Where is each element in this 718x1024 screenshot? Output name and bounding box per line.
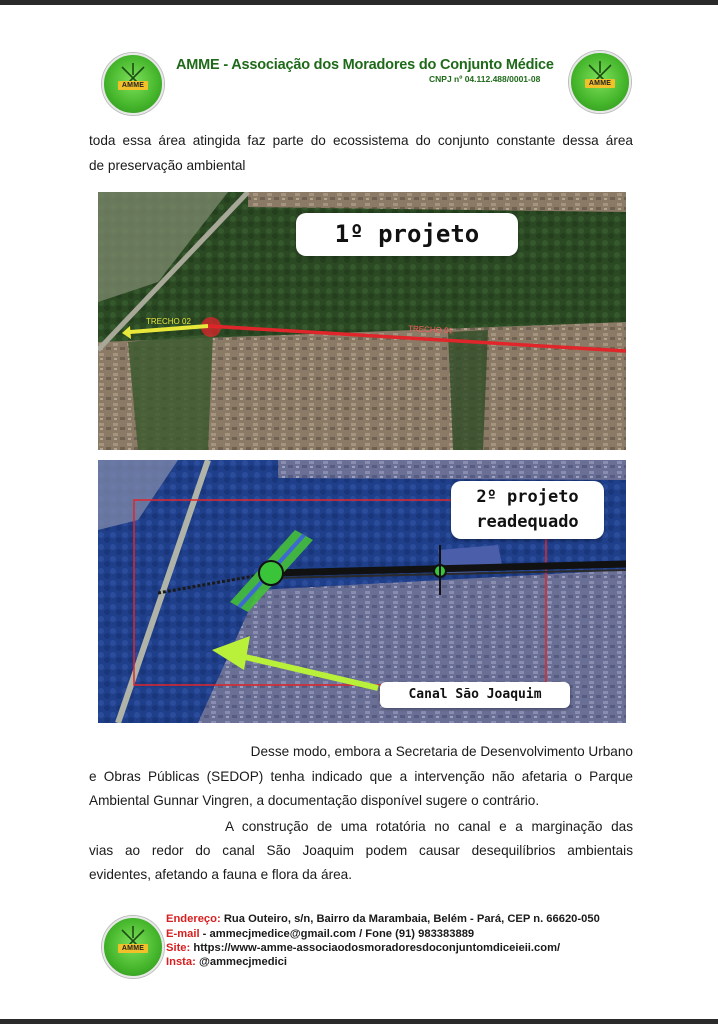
map-first-project <box>98 192 626 450</box>
header-cnpj: CNPJ nº 04.112.488/0001-08 <box>429 74 541 84</box>
header-title: AMME - Associação dos Moradores do Conjunto Médice <box>176 57 554 73</box>
footer-email-value[interactable]: - ammecjmedice@gmail.com / Fone (91) 983383889 <box>199 928 475 940</box>
document-page <box>0 5 718 1019</box>
paragraph-line: A construção de uma rotatória no canal e a marginação das <box>225 819 633 834</box>
map2-title-label <box>451 481 604 539</box>
map2-title-line1: 2º projeto <box>476 487 579 507</box>
logo-text: AMME <box>121 82 145 89</box>
footer-email <box>166 928 474 940</box>
paragraph-line: Ambiental Gunnar Vingren, a documentação disponível sugere o contrário. <box>89 793 540 808</box>
footer-insta <box>166 956 287 968</box>
logo-text: AMME <box>588 80 612 87</box>
logo-text: AMME <box>121 945 145 952</box>
footer-address-value: Rua Outeiro, s/n, Bairro da Marambaia, Belém - Pará, CEP n. 66620-050 <box>220 913 600 925</box>
map2-title-line2: readequado <box>476 512 579 532</box>
trecho-01-label: TRECHO 01 <box>407 324 454 336</box>
map1-title-label: 1º projeto <box>296 213 518 256</box>
paragraph-line: evidentes, afetando a fauna e flora da área. <box>89 867 353 882</box>
canal-label: Canal São Joaquim <box>380 682 570 708</box>
paragraph-line: e Obras Públicas (SEDOP) tenha indicado que a intervenção não afetaria o Parque <box>89 769 633 784</box>
paragraph-line: toda essa área atingida faz parte do ecossistema do conjunto constante dessa área <box>89 133 633 148</box>
footer-insta-key: Insta: <box>166 956 196 968</box>
map-second-project <box>98 460 626 723</box>
amme-logo-left <box>102 53 164 115</box>
footer-site-key: Site: <box>166 942 191 954</box>
footer-email-key: E-mail <box>166 928 200 940</box>
amme-logo-footer <box>102 916 164 978</box>
paragraph-line: Desse modo, embora a Secretaria de Desenvolvimento Urbano <box>250 744 633 759</box>
footer-address <box>166 913 600 925</box>
paragraph-line: vias ao redor do canal São Joaquim podem causar desequilíbrios ambientais <box>89 843 633 858</box>
footer-site-link[interactable]: https://www-amme-associaodosmoradoresdoconjuntomdiceieii.com/ <box>190 942 561 954</box>
footer-address-key: Endereço: <box>166 913 221 925</box>
trecho-02-label: TRECHO 02 <box>146 317 191 326</box>
paragraph-line: de preservação ambiental <box>89 158 246 173</box>
footer-insta-value[interactable]: @ammecjmedici <box>195 956 287 968</box>
footer-site <box>166 942 560 954</box>
amme-logo-right <box>569 51 631 113</box>
